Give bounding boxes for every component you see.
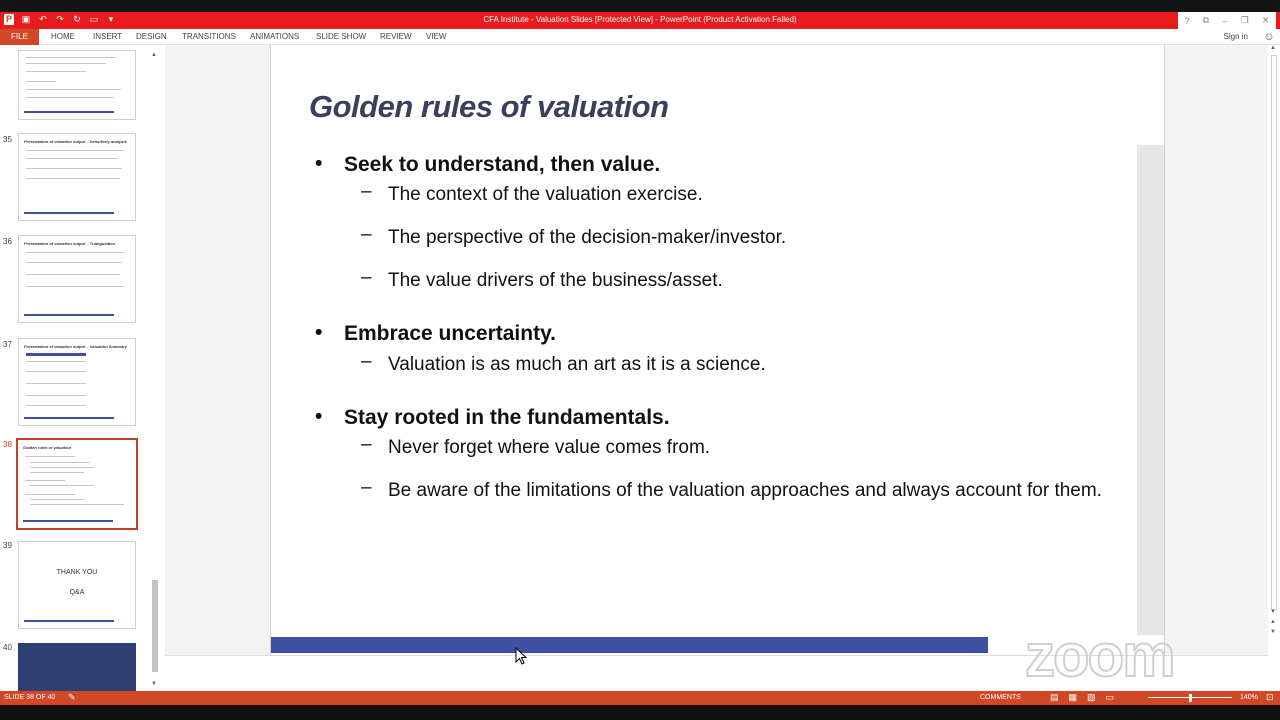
repeat-icon[interactable]: ↻ — [73, 14, 81, 24]
help-icon[interactable]: ? — [1184, 15, 1190, 26]
sub-bullet-dash: – — [361, 477, 372, 498]
thumb-text-line — [25, 456, 75, 457]
slide-title: Golden rules of valuation — [309, 89, 669, 124]
thumbnail-slide-34[interactable] — [18, 50, 136, 120]
slide-show-icon[interactable]: ▭ — [1105, 692, 1115, 702]
thumb-table-header — [26, 353, 86, 356]
window-controls — [1178, 12, 1276, 29]
thumbnail-slide-38-selected[interactable] — [16, 438, 138, 530]
thumbnail-number: 38 — [3, 440, 12, 449]
scrollbar-thumb[interactable] — [1271, 55, 1277, 610]
thumb-text-line — [26, 405, 86, 406]
thumbnail-slide-40[interactable] — [18, 643, 136, 691]
thumbnail-scrollbar[interactable] — [150, 50, 160, 691]
thumbnail-slide-36[interactable] — [18, 235, 136, 323]
sub-bullet-dash: – — [361, 351, 372, 372]
customize-toolbar-icon[interactable]: ▾ — [108, 14, 114, 24]
previous-slide-icon[interactable]: ▲ — [1270, 619, 1276, 625]
mouse-pointer-icon — [515, 647, 527, 665]
thumb-text-line — [26, 158, 118, 159]
thumb-footer-bar — [24, 212, 114, 214]
scroll-down-icon[interactable]: ▼ — [151, 681, 157, 687]
slide-shadow-strip — [1137, 145, 1164, 635]
save-icon[interactable]: ▣ — [21, 14, 31, 24]
spell-check-icon[interactable]: ✎ — [68, 692, 76, 702]
start-slideshow-icon[interactable]: ▭ — [89, 14, 99, 24]
scroll-up-icon[interactable]: ▲ — [151, 52, 157, 58]
thumbnail-slide-39[interactable] — [18, 541, 136, 629]
sub-bullet-text: The context of the valuation exercise. — [388, 184, 703, 205]
top-black-bar — [0, 0, 1280, 12]
bullet-text: Embrace uncertainty. — [344, 322, 557, 345]
editor-scrollbar[interactable] — [1268, 45, 1280, 691]
thumbnail-number: 35 — [3, 135, 12, 144]
next-slide-icon[interactable]: ▼ — [1270, 629, 1276, 635]
thumb-footer-bar — [24, 314, 114, 316]
thumb-text-line — [30, 472, 84, 473]
thumbnail-number: 39 — [3, 541, 12, 550]
thumbnail-number: 37 — [3, 340, 12, 349]
normal-view-icon[interactable]: ▤ — [1050, 692, 1059, 702]
sub-bullet-text: The value drivers of the business/asset. — [388, 270, 723, 291]
ribbon-display-icon[interactable]: ⧉ — [1202, 15, 1210, 25]
thumb-text-line — [26, 274, 120, 275]
sub-bullet-text: The perspective of the decision-maker/investor. — [388, 227, 787, 248]
scrollbar-thumb[interactable] — [152, 580, 158, 672]
thumb-text-line — [26, 262, 122, 263]
thumb-text-line — [26, 81, 56, 82]
slide-counter: SLIDE 38 OF 40 — [4, 694, 56, 701]
bullet-dot: • — [315, 152, 323, 175]
tab-insert[interactable]: INSERT — [93, 32, 123, 41]
window-title: CFA Institute - Valuation Slides [Protected View] - PowerPoint (Product Activation Failed) — [483, 15, 797, 24]
ribbon-tabs — [0, 29, 1280, 45]
powerpoint-logo-icon: P — [5, 14, 12, 24]
sign-in-link[interactable]: Sign in — [1223, 32, 1248, 41]
tab-review[interactable]: REVIEW — [380, 32, 412, 41]
bullet-dot: • — [315, 405, 323, 428]
undo-icon[interactable]: ↶ — [39, 14, 47, 24]
thumb-text-line — [25, 494, 75, 495]
thumb-text-line — [26, 252, 124, 253]
scroll-up-icon[interactable]: ▲ — [1270, 45, 1276, 51]
thumbnail-number: 40 — [3, 643, 12, 652]
thumb-title: Presentation of valuation output – Triangulation — [24, 241, 116, 246]
tab-home[interactable]: HOME — [51, 32, 75, 41]
thumb-text-line — [26, 395, 86, 396]
tab-design[interactable]: DESIGN — [136, 32, 167, 41]
restore-icon[interactable]: ❐ — [1240, 15, 1249, 25]
thumb-text-line — [26, 371, 86, 372]
zoom-level[interactable]: 140% — [1240, 694, 1258, 701]
thumb-text-line — [26, 178, 120, 179]
sub-bullet-dash: – — [361, 267, 372, 288]
sub-bullet-text: Valuation is as much an art as it is a science. — [388, 354, 766, 375]
thumb-footer-bar — [24, 620, 114, 622]
bullet-dot: • — [315, 321, 323, 344]
thumb-footer-bar — [23, 520, 113, 522]
account-avatar-icon[interactable]: ☺ — [1263, 31, 1275, 43]
thumb-text-line — [26, 168, 122, 169]
sub-bullet-dash: – — [361, 224, 372, 245]
thumb-text-line — [30, 499, 84, 500]
sub-bullet-dash: – — [361, 434, 372, 455]
thumb-footer-bar — [24, 111, 114, 113]
thumb-text-line — [30, 467, 94, 468]
thumb-qa: Q&A — [69, 589, 85, 596]
status-bar — [0, 691, 1280, 705]
comments-button[interactable]: COMMENTS — [980, 694, 1021, 701]
sub-bullet-dash: – — [361, 181, 372, 202]
slide-footer-bar — [271, 637, 988, 653]
zoom-slider-knob[interactable] — [1189, 694, 1192, 702]
thumb-footer-bar — [24, 417, 114, 419]
view-buttons — [1050, 692, 1114, 703]
sub-bullet-text: Be aware of the limitations of the valuation approaches and always account for them. — [388, 480, 1102, 501]
thumb-text-line — [26, 150, 124, 151]
thumbnail-slide-35[interactable] — [18, 133, 136, 221]
thumb-text-line — [26, 71, 86, 72]
thumb-text-line — [26, 383, 86, 384]
thumb-text-line — [25, 480, 65, 481]
thumbnail-number: 36 — [3, 237, 12, 246]
tab-slide-show[interactable]: SLIDE SHOW — [316, 32, 367, 41]
scroll-down-icon[interactable]: ▼ — [1270, 609, 1276, 615]
minimize-icon[interactable]: – — [1222, 15, 1228, 26]
tab-transitions[interactable]: TRANSITIONS — [182, 32, 236, 41]
slide-thumbnail-pane — [0, 45, 150, 691]
bullet-text: Seek to understand, then value. — [344, 153, 661, 176]
bottom-black-bar — [0, 705, 1280, 720]
reading-view-icon[interactable]: ▧ — [1087, 692, 1096, 702]
thumb-text-line — [30, 504, 124, 505]
thumb-title: Presentation of valuation output – Valuation Summary — [24, 344, 127, 349]
thumb-text-line — [26, 361, 86, 362]
thumb-text-line — [30, 462, 90, 463]
tab-animations[interactable]: ANIMATIONS — [250, 32, 300, 41]
fit-to-window-icon[interactable]: ⊡ — [1266, 692, 1274, 702]
current-slide[interactable] — [270, 45, 1165, 655]
zoom-watermark-logo: zoom — [1025, 622, 1174, 689]
thumbnail-slide-37[interactable] — [18, 338, 136, 426]
thumb-text-line — [26, 63, 106, 64]
thumb-thank-you: THANK YOU — [56, 569, 98, 576]
thumb-text-line — [26, 57, 116, 58]
thumb-text-line — [26, 286, 124, 287]
tab-view[interactable]: VIEW — [426, 32, 447, 41]
bullet-text: Stay rooted in the fundamentals. — [344, 406, 670, 429]
close-icon[interactable]: ✕ — [1261, 15, 1270, 25]
thumb-title: Golden rules of valuation — [23, 445, 72, 450]
sub-bullet-text: Never forget where value comes from. — [388, 437, 711, 458]
slide-sorter-icon[interactable]: ▦ — [1068, 692, 1078, 702]
thumb-title: Presentation of valuation output – Sensitivity analysis — [24, 139, 127, 144]
tab-file[interactable]: FILE — [0, 29, 39, 45]
thumb-text-line — [30, 485, 94, 486]
thumb-text-line — [26, 97, 114, 98]
thumb-text-line — [26, 89, 121, 90]
title-bar — [0, 12, 1280, 29]
redo-icon[interactable]: ↷ — [56, 14, 64, 24]
